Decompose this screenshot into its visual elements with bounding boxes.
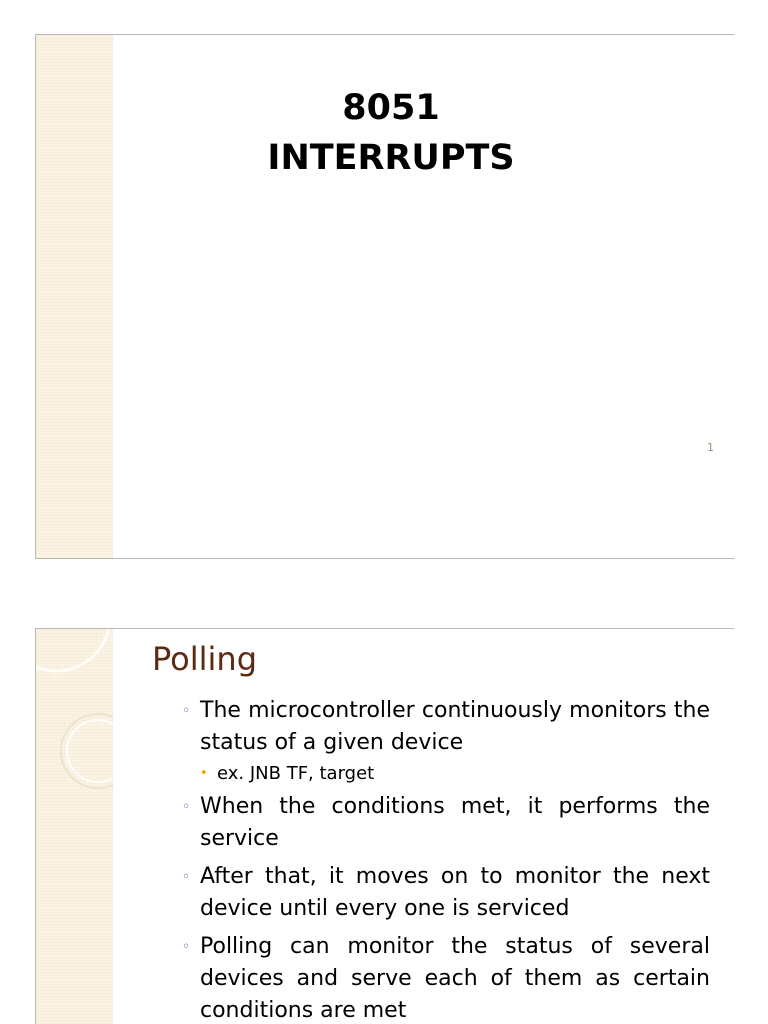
circle-bullet-icon: ◦ xyxy=(182,869,191,885)
sub-bullet-list xyxy=(182,761,710,787)
bullet-item xyxy=(182,931,710,1024)
bullet-text: Polling can monitor the status of several devices and serve each of them as certain conditions are met xyxy=(200,934,710,1023)
circle-bullet-icon: ◦ xyxy=(182,939,191,955)
slide-title-line-1: 8051 xyxy=(342,88,440,128)
slide-title xyxy=(216,83,566,183)
dot-bullet-icon: • xyxy=(200,766,208,781)
bullet-text: After that, it moves on to monitor the next device until every one is serviced xyxy=(200,864,710,921)
sub-bullet-item xyxy=(200,761,710,787)
slide-title: Polling xyxy=(152,640,257,678)
sub-bullet-text: ex. JNB TF, target xyxy=(217,763,375,784)
circle-bullet-icon: ◦ xyxy=(182,703,191,719)
circle-bullet-icon: ◦ xyxy=(182,799,191,815)
bullet-item xyxy=(182,861,710,925)
slide-number: 1 xyxy=(707,441,714,454)
sub-bullet-group xyxy=(182,761,710,787)
slide-2 xyxy=(35,628,734,1024)
bullet-text: When the conditions met, it performs the service xyxy=(200,794,710,851)
bullet-item xyxy=(182,695,710,759)
bullet-text: The microcontroller continuously monitors the status of a given device xyxy=(200,698,710,755)
slide-title-line-2: INTERRUPTS xyxy=(267,138,515,178)
slide-1 xyxy=(35,34,734,559)
bullet-list xyxy=(182,695,710,1024)
decorative-circles-icon xyxy=(36,629,113,829)
bullet-item xyxy=(182,791,710,855)
slide-side-strip xyxy=(36,35,113,558)
